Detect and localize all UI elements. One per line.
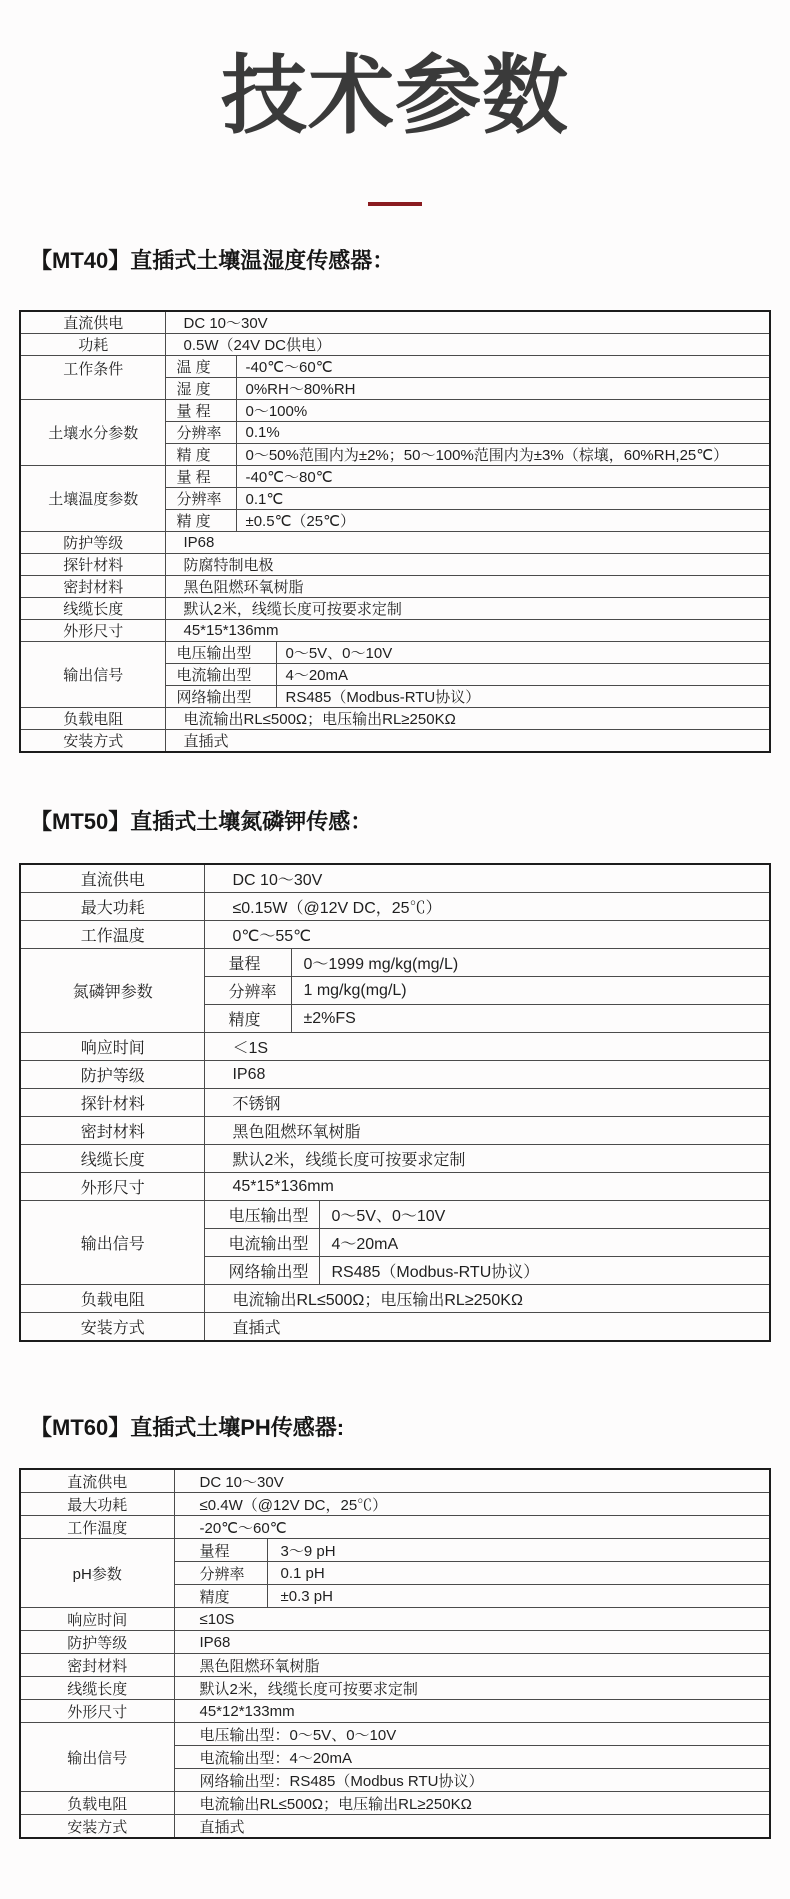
spec-label: 直流供电 xyxy=(20,311,166,334)
spec-label: 探针材料 xyxy=(20,554,166,576)
spec-value: 默认2米，线缆长度可按要求定制 xyxy=(174,1677,770,1700)
spec-value: 直插式 xyxy=(166,730,770,753)
spec-label: 响应时间 xyxy=(20,1033,205,1061)
spec-value: ±0.5℃（25℃） xyxy=(237,510,770,532)
spec-value: 0～1999 mg/kg(mg/L) xyxy=(292,949,770,977)
spec-label: 土壤温度参数 xyxy=(20,466,166,532)
spec-row xyxy=(20,1033,770,1061)
spec-table-mt60 xyxy=(19,1468,771,1839)
spec-row xyxy=(20,1631,770,1654)
spec-page xyxy=(0,50,790,1839)
spec-value: 4～20mA xyxy=(277,664,770,686)
spec-value: 电压输出型：0～5V、0～10V xyxy=(174,1723,770,1746)
spec-value: 电流输出型：4～20mA xyxy=(174,1746,770,1769)
spec-value: -40℃～60℃ xyxy=(237,356,770,378)
spec-value: 电流输出RL≤500Ω；电压输出RL≥250KΩ xyxy=(205,1285,770,1313)
spec-row xyxy=(20,1516,770,1539)
spec-row xyxy=(20,893,770,921)
spec-label: 最大功耗 xyxy=(20,893,205,921)
spec-table-mt40 xyxy=(19,310,771,753)
spec-value: DC 10～30V xyxy=(205,864,770,893)
spec-value: IP68 xyxy=(174,1631,770,1654)
spec-label: 功耗 xyxy=(20,334,166,356)
spec-label: 外形尺寸 xyxy=(20,1173,205,1201)
spec-subkey: 量 程 xyxy=(166,400,237,422)
spec-value: 电流输出RL≤500Ω；电压输出RL≥250KΩ xyxy=(174,1792,770,1815)
spec-subkey: 分辨率 xyxy=(205,977,292,1005)
spec-label: 工作温度 xyxy=(20,1516,174,1539)
spec-row xyxy=(20,1493,770,1516)
spec-label: 直流供电 xyxy=(20,1469,174,1493)
spec-label: 密封材料 xyxy=(20,1117,205,1145)
section-mt60 xyxy=(0,1415,790,1839)
spec-row xyxy=(20,949,770,977)
spec-value: 1 mg/kg(mg/L) xyxy=(292,977,770,1005)
spec-row xyxy=(20,730,770,753)
spec-label: 密封材料 xyxy=(20,1654,174,1677)
spec-row xyxy=(20,1792,770,1815)
spec-value: 黑色阻燃环氧树脂 xyxy=(166,576,770,598)
spec-subkey: 分辨率 xyxy=(166,488,237,510)
spec-row xyxy=(20,1700,770,1723)
spec-row xyxy=(20,311,770,334)
spec-label: 最大功耗 xyxy=(20,1493,174,1516)
spec-value: 0.5W（24V DC供电） xyxy=(166,334,770,356)
spec-subkey: 电流输出型 xyxy=(205,1229,320,1257)
spec-label: 外形尺寸 xyxy=(20,620,166,642)
spec-label: 探针材料 xyxy=(20,1089,205,1117)
spec-label: 防护等级 xyxy=(20,1061,205,1089)
spec-row xyxy=(20,708,770,730)
spec-row xyxy=(20,400,770,422)
spec-table-mt50 xyxy=(19,863,771,1342)
section-heading-mt50: 【MT50】直插式土壤氮磷钾传感： xyxy=(30,809,373,834)
spec-value: 网络输出型：RS485（Modbus RTU协议） xyxy=(174,1769,770,1792)
spec-row xyxy=(20,1117,770,1145)
spec-subkey: 网络输出型 xyxy=(205,1257,320,1285)
spec-row xyxy=(20,1145,770,1173)
spec-value: 0℃～55℃ xyxy=(205,921,770,949)
spec-label: 负载电阻 xyxy=(20,708,166,730)
spec-value: 0%RH～80%RH xyxy=(237,378,770,400)
spec-subkey: 网络输出型 xyxy=(166,686,277,708)
spec-value: 不锈钢 xyxy=(205,1089,770,1117)
spec-subkey: 量程 xyxy=(205,949,292,977)
section-mt40 xyxy=(0,248,790,753)
spec-subkey: 温 度 xyxy=(166,356,237,378)
spec-value: 防腐特制电极 xyxy=(166,554,770,576)
spec-label: 直流供电 xyxy=(20,864,205,893)
spec-label: 密封材料 xyxy=(20,576,166,598)
spec-value: ±0.3 pH xyxy=(267,1585,770,1608)
spec-subkey: 量 程 xyxy=(166,466,237,488)
spec-subkey: 电压输出型 xyxy=(205,1201,320,1229)
spec-value: ≤10S xyxy=(174,1608,770,1631)
spec-value: 0.1% xyxy=(237,422,770,444)
spec-subkey: 湿 度 xyxy=(166,378,237,400)
spec-value: -20℃～60℃ xyxy=(174,1516,770,1539)
spec-value: IP68 xyxy=(205,1061,770,1089)
spec-row xyxy=(20,1654,770,1677)
spec-row xyxy=(20,598,770,620)
spec-subkey: 量程 xyxy=(174,1539,267,1562)
spec-value: 45*12*133mm xyxy=(174,1700,770,1723)
spec-subkey: 精度 xyxy=(174,1585,267,1608)
section-mt50 xyxy=(0,809,790,1342)
spec-value: 电流输出RL≤500Ω；电压输出RL≥250KΩ xyxy=(166,708,770,730)
spec-row xyxy=(20,1539,770,1562)
spec-label: 氮磷钾参数 xyxy=(20,949,205,1033)
spec-row xyxy=(20,1723,770,1746)
spec-row xyxy=(20,1608,770,1631)
spec-row xyxy=(20,864,770,893)
spec-label: 土壤水分参数 xyxy=(20,400,166,466)
spec-row xyxy=(20,334,770,356)
spec-value: -40℃～80℃ xyxy=(237,466,770,488)
spec-label: 负载电阻 xyxy=(20,1285,205,1313)
spec-value: 0～100% xyxy=(237,400,770,422)
spec-label: 工作条件 xyxy=(20,356,166,400)
spec-row xyxy=(20,1061,770,1089)
spec-value: 45*15*136mm xyxy=(205,1173,770,1201)
spec-value: 0.1 pH xyxy=(267,1562,770,1585)
spec-subkey: 精 度 xyxy=(166,510,237,532)
spec-row xyxy=(20,554,770,576)
spec-label: 线缆长度 xyxy=(20,598,166,620)
section-heading-mt40: 【MT40】直插式土壤温湿度传感器： xyxy=(30,248,395,273)
spec-value: IP68 xyxy=(166,532,770,554)
spec-label: 线缆长度 xyxy=(20,1145,205,1173)
title-accent-line xyxy=(368,202,422,206)
spec-value: DC 10～30V xyxy=(166,311,770,334)
spec-row xyxy=(20,1677,770,1700)
spec-label: 响应时间 xyxy=(20,1608,174,1631)
spec-subkey: 精 度 xyxy=(166,444,237,466)
spec-subkey: 电流输出型 xyxy=(166,664,277,686)
spec-value: 0～50%范围内为±2%；50～100%范围内为±3%（棕壤，60%RH,25℃） xyxy=(237,444,770,466)
spec-value: 黑色阻燃环氧树脂 xyxy=(205,1117,770,1145)
spec-subkey: 精度 xyxy=(205,1005,292,1033)
spec-label: 输出信号 xyxy=(20,1723,174,1792)
spec-value: 直插式 xyxy=(174,1815,770,1839)
spec-value: 默认2米，线缆长度可按要求定制 xyxy=(166,598,770,620)
spec-value: RS485（Modbus-RTU协议） xyxy=(320,1257,770,1285)
spec-value: 默认2米，线缆长度可按要求定制 xyxy=(205,1145,770,1173)
spec-row xyxy=(20,1285,770,1313)
spec-label: 安装方式 xyxy=(20,1815,174,1839)
spec-row xyxy=(20,576,770,598)
spec-value: ≤0.4W（@12V DC，25℃） xyxy=(174,1493,770,1516)
spec-row xyxy=(20,356,770,378)
spec-row xyxy=(20,921,770,949)
spec-row xyxy=(20,1089,770,1117)
spec-label: 防护等级 xyxy=(20,532,166,554)
spec-row xyxy=(20,620,770,642)
spec-label: 外形尺寸 xyxy=(20,1700,174,1723)
spec-value: 45*15*136mm xyxy=(166,620,770,642)
spec-row xyxy=(20,1815,770,1839)
spec-subkey: 分辨率 xyxy=(174,1562,267,1585)
spec-value: 3～9 pH xyxy=(267,1539,770,1562)
spec-label: 负载电阻 xyxy=(20,1792,174,1815)
section-heading-mt60: 【MT60】直插式土壤PH传感器: xyxy=(30,1415,345,1440)
spec-value: ＜1S xyxy=(205,1033,770,1061)
spec-label: 线缆长度 xyxy=(20,1677,174,1700)
spec-value: 0～5V、0～10V xyxy=(320,1201,770,1229)
spec-label: pH参数 xyxy=(20,1539,174,1608)
spec-label: 工作温度 xyxy=(20,921,205,949)
spec-row xyxy=(20,642,770,664)
spec-value: 0～5V、0～10V xyxy=(277,642,770,664)
spec-label: 防护等级 xyxy=(20,1631,174,1654)
spec-value: ±2%FS xyxy=(292,1005,770,1033)
spec-row xyxy=(20,532,770,554)
spec-row xyxy=(20,1469,770,1493)
spec-value: 黑色阻燃环氧树脂 xyxy=(174,1654,770,1677)
spec-label: 安装方式 xyxy=(20,1313,205,1342)
page-title: 技术参数 xyxy=(221,48,569,144)
spec-value: 0.1℃ xyxy=(237,488,770,510)
spec-value: RS485（Modbus-RTU协议） xyxy=(277,686,770,708)
spec-row xyxy=(20,1201,770,1229)
spec-row xyxy=(20,1313,770,1342)
spec-label: 输出信号 xyxy=(20,642,166,708)
spec-value: DC 10～30V xyxy=(174,1469,770,1493)
spec-label: 安装方式 xyxy=(20,730,166,753)
spec-subkey: 分辨率 xyxy=(166,422,237,444)
spec-label: 输出信号 xyxy=(20,1201,205,1285)
spec-row xyxy=(20,1173,770,1201)
spec-value: 直插式 xyxy=(205,1313,770,1342)
spec-subkey: 电压输出型 xyxy=(166,642,277,664)
spec-row xyxy=(20,466,770,488)
spec-value: ≤0.15W（@12V DC，25℃） xyxy=(205,893,770,921)
spec-value: 4～20mA xyxy=(320,1229,770,1257)
